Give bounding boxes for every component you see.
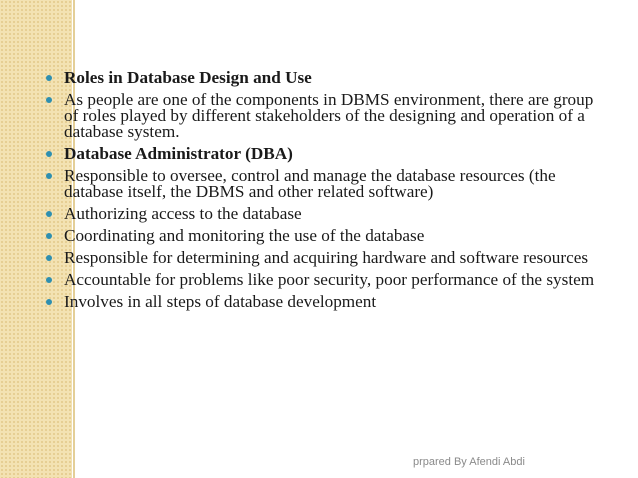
bullet-coordinating: [44, 228, 604, 244]
bullet-text: Roles in Database Design and Use: [64, 68, 312, 87]
bullet-people-roles: [44, 92, 604, 140]
bullet-hardware: [44, 250, 604, 266]
bullet-text: Involves in all steps of database development: [64, 292, 377, 311]
bullet-icon: [46, 255, 52, 261]
bullet-icon: [46, 299, 52, 305]
footer-credit: prpared By Afendi Abdi: [413, 456, 525, 468]
bullet-icon: [46, 211, 52, 217]
bullet-icon: [46, 75, 52, 81]
bullet-icon: [46, 151, 52, 157]
bullet-oversee: [44, 168, 604, 200]
bullet-icon: [46, 173, 52, 179]
bullet-text: Responsible to oversee, control and manage the database resources (the database itself, the DBMS and other related software): [64, 166, 556, 201]
bullet-text: Authorizing access to the database: [64, 204, 302, 223]
bullet-icon: [46, 233, 52, 239]
bullet-text: Accountable for problems like poor security, poor performance of the system: [64, 270, 595, 289]
bullet-list: [44, 70, 604, 316]
bullet-dba-heading: [44, 146, 604, 162]
bullet-authorizing: [44, 206, 604, 222]
bullet-icon: [46, 277, 52, 283]
bullet-text: Database Administrator (DBA): [64, 144, 293, 163]
bullet-icon: [46, 97, 52, 103]
bullet-accountable: [44, 272, 604, 288]
bullet-involves: [44, 294, 604, 310]
bullet-text: Coordinating and monitoring the use of the database: [64, 226, 425, 245]
bullet-roles-heading: [44, 70, 604, 86]
bullet-text: As people are one of the components in DBMS environment, there are group of roles played by different stakeholders of the designing and operation of a database system.: [64, 90, 594, 141]
bullet-text: Responsible for determining and acquiring hardware and software resources: [64, 248, 589, 267]
